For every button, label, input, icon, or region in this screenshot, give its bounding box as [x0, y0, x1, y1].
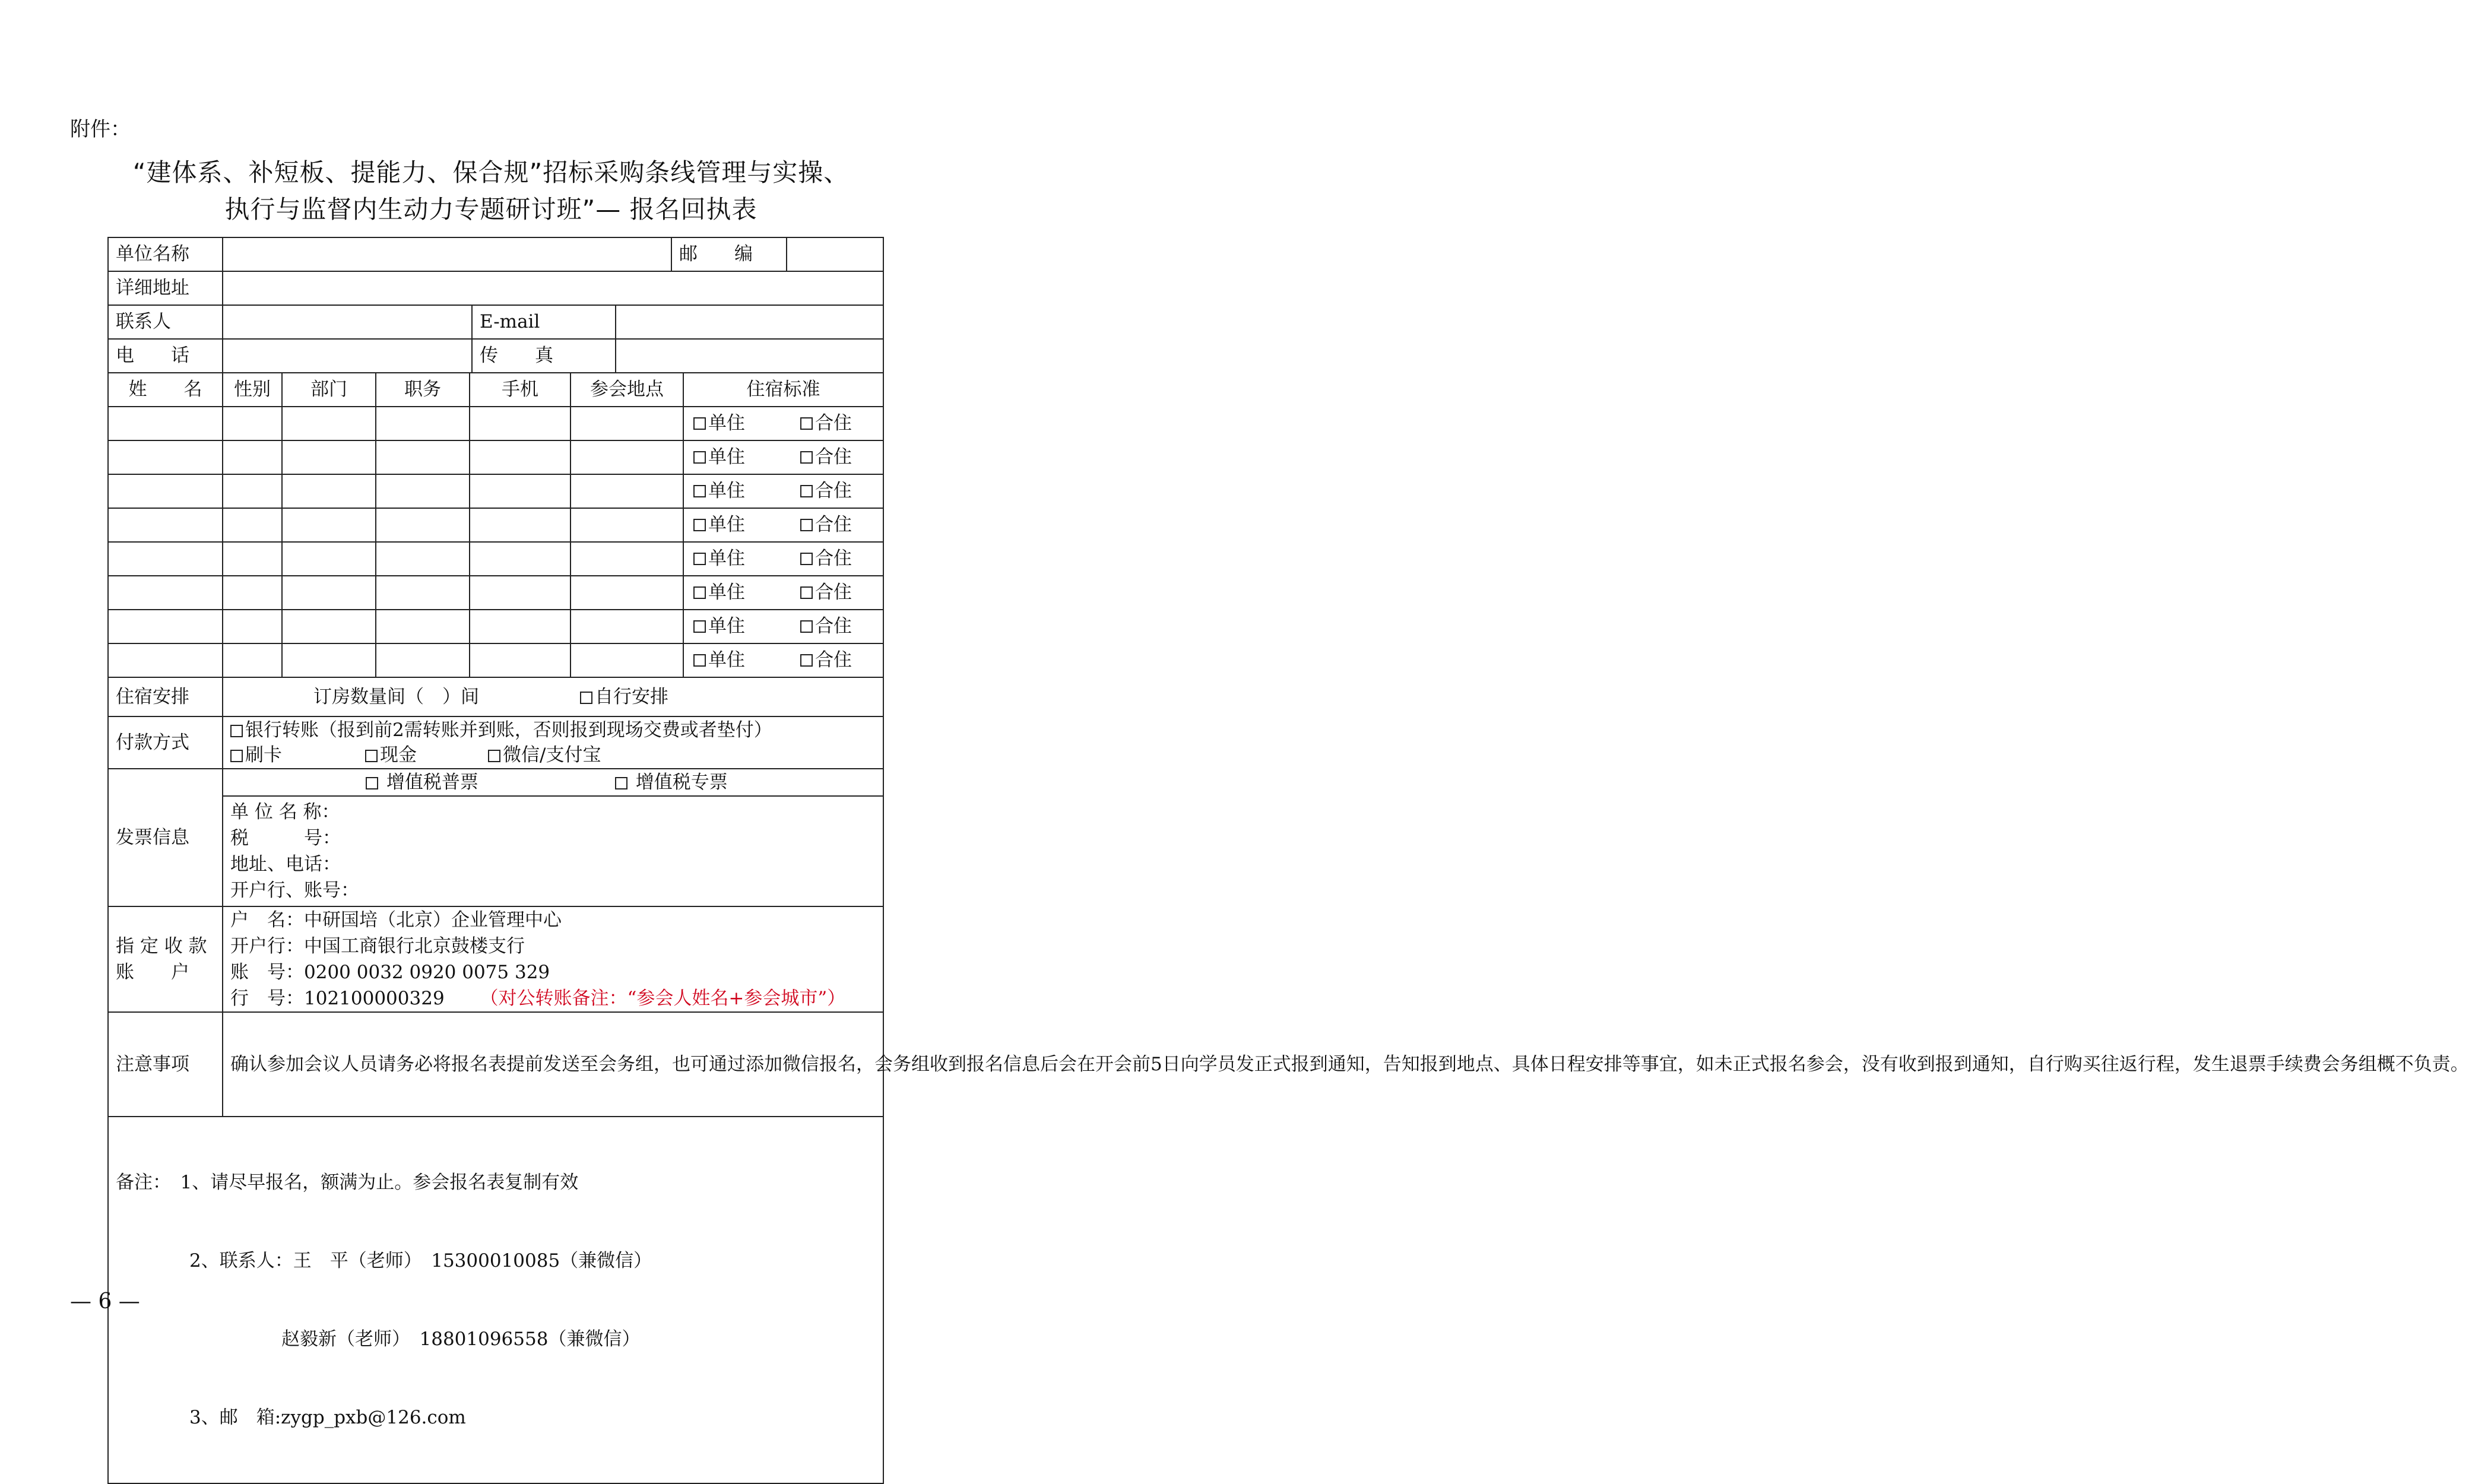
single-room-checkbox[interactable]: 单住	[693, 478, 745, 505]
table-row	[108, 440, 883, 474]
attendee-gender-cell[interactable]	[223, 508, 282, 542]
remark-2: 2、联系人：王 平（老师） 15300010085（兼微信）	[116, 1250, 652, 1271]
attendee-venue-cell[interactable]	[570, 440, 683, 474]
double-room-checkbox[interactable]: 合住	[800, 478, 852, 505]
vat-special-checkbox[interactable]: 增值税专票	[615, 769, 728, 796]
attendee-mobile-cell[interactable]	[470, 576, 570, 610]
single-room-checkbox[interactable]: 单住	[693, 647, 745, 674]
attendee-dept-cell[interactable]	[282, 643, 376, 677]
address-label: 详细地址	[108, 271, 223, 305]
account-code-row	[230, 985, 876, 1011]
col-department: 部门	[282, 373, 376, 407]
notice-label: 注意事项	[108, 1012, 223, 1117]
attendee-position-cell[interactable]	[376, 508, 470, 542]
invoice-bank-account: 开户行、账号：	[230, 880, 359, 901]
double-room-checkbox[interactable]: 合住	[800, 613, 852, 640]
postcode-label: 邮 编	[672, 238, 787, 271]
single-room-checkbox[interactable]: 单住	[693, 613, 745, 640]
double-room-checkbox[interactable]: 合住	[800, 410, 852, 437]
account-label: 指 定 收 款 账 户	[108, 906, 223, 1012]
account-name: 户 名：中研国培（北京）企业管理中心	[230, 909, 562, 931]
lodging-label: 住宿安排	[108, 677, 223, 716]
unit-name-label: 单位名称	[108, 237, 223, 271]
col-name: 姓 名	[108, 373, 223, 407]
table-row	[108, 610, 883, 643]
attendee-mobile-cell[interactable]	[470, 542, 570, 576]
invoice-label: 发票信息	[108, 769, 223, 906]
attendee-gender-cell[interactable]	[223, 542, 282, 576]
attendee-position-cell[interactable]	[376, 643, 470, 677]
double-room-checkbox[interactable]: 合住	[800, 579, 852, 606]
page-number: — 6 —	[70, 1289, 140, 1314]
double-room-checkbox[interactable]: 合住	[800, 444, 852, 471]
attendee-venue-cell[interactable]	[570, 407, 683, 440]
attendee-position-cell[interactable]	[376, 407, 470, 440]
attendee-mobile-cell[interactable]	[470, 474, 570, 508]
double-room-checkbox[interactable]: 合住	[800, 512, 852, 538]
fax-field[interactable]	[616, 340, 883, 372]
card-checkbox[interactable]: 刷卡	[230, 743, 282, 768]
self-arrange-checkbox[interactable]: 自行安排	[580, 684, 668, 711]
account-bank: 开户行：中国工商银行北京鼓楼支行	[230, 936, 525, 957]
attendee-venue-cell[interactable]	[570, 508, 683, 542]
email-label: E-mail	[473, 306, 616, 338]
table-row	[108, 542, 883, 576]
invoice-tax-number: 税 号：	[230, 827, 341, 849]
attendee-position-cell[interactable]	[376, 542, 470, 576]
attendee-venue-cell[interactable]	[570, 542, 683, 576]
attendee-position-cell[interactable]	[376, 474, 470, 508]
single-room-checkbox[interactable]: 单住	[693, 579, 745, 606]
single-room-checkbox[interactable]: 单住	[693, 512, 745, 538]
attendee-dept-cell[interactable]	[282, 542, 376, 576]
attendee-dept-cell[interactable]	[282, 576, 376, 610]
attendee-mobile-cell[interactable]	[470, 440, 570, 474]
table-row	[108, 407, 883, 440]
attendee-gender-cell[interactable]	[223, 610, 282, 643]
col-mobile: 手机	[470, 373, 570, 407]
attendee-gender-cell[interactable]	[223, 407, 282, 440]
payment-label: 付款方式	[108, 716, 223, 769]
attendee-mobile-cell[interactable]	[470, 508, 570, 542]
attachment-label: 附件：	[70, 118, 131, 141]
attendee-venue-cell[interactable]	[570, 474, 683, 508]
fax-label: 传 真	[473, 340, 616, 372]
single-room-checkbox[interactable]: 单住	[693, 444, 745, 471]
col-lodging: 住宿标准	[683, 373, 883, 407]
form-title-line1: “建体系、补短板、提能力、保合规”招标采购条线管理与实操、	[132, 158, 850, 187]
attendee-position-cell[interactable]	[376, 440, 470, 474]
phone-field[interactable]	[223, 340, 473, 372]
attendee-name-cell[interactable]	[108, 508, 223, 542]
vat-normal-checkbox[interactable]: 增值税普票	[366, 769, 478, 796]
attendee-name-cell[interactable]	[108, 610, 223, 643]
address-field[interactable]	[223, 271, 883, 305]
attendee-gender-cell[interactable]	[223, 440, 282, 474]
attendee-name-cell[interactable]	[108, 576, 223, 610]
transfer-note: （对公转账备注：“参会人姓名+参会城市”）	[480, 988, 846, 1009]
attendee-gender-cell[interactable]	[223, 576, 282, 610]
account-number: 账 号：0200 0032 0920 0075 329	[230, 962, 550, 983]
bank-transfer-checkbox[interactable]: 银行转账（报到前2需转账并到账，否则报到现场交费或者垫付）	[230, 718, 876, 743]
double-room-checkbox[interactable]: 合住	[800, 647, 852, 674]
notice-text: 确认参加会议人员请务必将报名表提前发送至会务组，也可通过添加微信报名，会务组收到报名信息后会在开会前5日向学员发正式报到通知，告知报到地点、具体日程安排等事宜，如未正式报名参会，没有收到报到通知，自行购买往返行程，发生退票手续费会务组概不负责。	[223, 1012, 883, 1117]
attendee-dept-cell[interactable]	[282, 610, 376, 643]
single-room-checkbox[interactable]: 单住	[693, 410, 745, 437]
double-room-checkbox[interactable]: 合住	[800, 546, 852, 572]
attendee-name-cell[interactable]	[108, 407, 223, 440]
attendee-mobile-cell[interactable]	[470, 610, 570, 643]
attendee-dept-cell[interactable]	[282, 508, 376, 542]
single-room-checkbox[interactable]: 单住	[693, 546, 745, 572]
attendee-name-cell[interactable]	[108, 542, 223, 576]
remark-3: 赵毅新（老师） 18801096558（兼微信）	[116, 1328, 641, 1350]
unit-name-field[interactable]	[223, 238, 672, 271]
attendee-venue-cell[interactable]	[570, 643, 683, 677]
phone-label: 电 话	[108, 339, 223, 373]
registration-form	[107, 237, 2469, 1484]
account-code: 行 号：102100000329	[230, 988, 445, 1009]
attendee-position-cell[interactable]	[376, 610, 470, 643]
contact-field[interactable]	[223, 306, 473, 338]
table-row	[108, 576, 883, 610]
attendee-dept-cell[interactable]	[282, 474, 376, 508]
attendee-dept-cell[interactable]	[282, 440, 376, 474]
table-row	[108, 643, 883, 677]
attendee-gender-cell[interactable]	[223, 643, 282, 677]
col-position: 职务	[376, 373, 470, 407]
attendee-name-cell[interactable]	[108, 440, 223, 474]
invoice-unit-name: 单 位 名 称：	[230, 801, 340, 823]
col-venue: 参会地点	[570, 373, 683, 407]
form-title-line2: 执行与监督内生动力专题研讨班”— 报名回执表	[224, 195, 758, 224]
contact-label: 联系人	[108, 305, 223, 339]
room-count-field[interactable]: 订房数量间（ ）间	[313, 686, 479, 708]
attendee-name-cell[interactable]	[108, 474, 223, 508]
attendee-venue-cell[interactable]	[570, 610, 683, 643]
table-row	[108, 474, 883, 508]
attendee-position-cell[interactable]	[376, 576, 470, 610]
email-field[interactable]	[616, 306, 883, 338]
wechat-alipay-checkbox[interactable]: 微信/支付宝	[488, 743, 601, 768]
attendee-gender-cell[interactable]	[223, 474, 282, 508]
attendee-mobile-cell[interactable]	[470, 643, 570, 677]
cash-checkbox[interactable]: 现金	[365, 743, 417, 768]
table-row	[108, 508, 883, 542]
col-gender: 性别	[223, 373, 282, 407]
attendee-name-cell[interactable]	[108, 643, 223, 677]
postcode-field[interactable]	[787, 238, 883, 271]
remark-1: 备注： 1、请尽早报名，额满为止。参会报名表复制有效	[116, 1172, 579, 1193]
attendee-dept-cell[interactable]	[282, 407, 376, 440]
remark-4: 3、邮 箱:zygp_pxb@126.com	[116, 1407, 466, 1428]
attendee-venue-cell[interactable]	[570, 576, 683, 610]
invoice-address-phone: 地址、电话：	[230, 854, 341, 875]
attendee-mobile-cell[interactable]	[470, 407, 570, 440]
